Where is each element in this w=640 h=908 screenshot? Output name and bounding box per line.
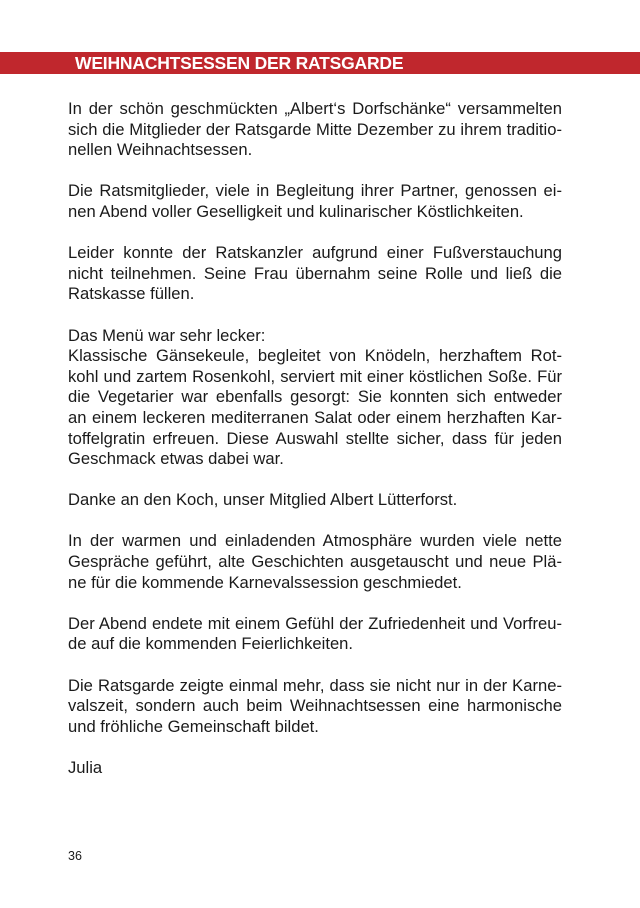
paragraph-thanks xyxy=(68,490,562,511)
paragraph-ending xyxy=(68,614,562,655)
paragraph-conclusion xyxy=(68,676,562,738)
text-line: ne für die kommende Karnevalssession geschmiedet. xyxy=(68,572,462,592)
paragraph-intro xyxy=(68,99,562,161)
paragraph-chancellor xyxy=(68,243,562,305)
paragraph-atmosphere xyxy=(68,531,562,593)
text-line: de auf die kommenden Feierlichkeiten. xyxy=(68,634,354,654)
title-banner xyxy=(0,52,640,74)
text-line: Klassische Gänsekeule, begleitet von Knödeln, herzhaftem Rot- xyxy=(68,346,562,366)
text-line: sich die Mitglieder der Ratsgarde Mitte Dezember zu ihrem traditio- xyxy=(68,119,562,139)
text-line: nicht teilnehmen. Seine Frau übernahm seine Rolle und ließ die xyxy=(68,263,562,283)
author-name: Julia xyxy=(68,758,103,777)
text-line: Ratskasse füllen. xyxy=(68,284,195,304)
text-line: In der warmen und einladenden Atmosphäre wurden viele nette xyxy=(68,531,562,551)
text-line: Der Abend endete mit einem Gefühl der Zufriedenheit und Vorfreu- xyxy=(68,613,562,633)
article-title: WEIHNACHTSESSEN DER RATSGARDE xyxy=(75,53,404,73)
page-number: 36 xyxy=(68,849,82,863)
paragraph-menu xyxy=(68,326,562,470)
author-signature xyxy=(68,758,562,779)
text-line: an einem leckeren mediterranen Salat oder einem herzhaften Kar- xyxy=(68,407,562,427)
text-line: und fröhliche Gemeinschaft bildet. xyxy=(68,716,319,736)
text-line: nen Abend voller Geselligkeit und kulinarischer Köstlichkeiten. xyxy=(68,201,524,221)
article-body xyxy=(68,99,562,799)
text-line: die Vegetarier war ebenfalls gesorgt: Sie konnten sich entweder xyxy=(68,387,562,407)
text-line: Gespräche geführt, alte Geschichten ausgetauscht und neue Plä- xyxy=(68,552,562,572)
text-line: Geschmack etwas dabei war. xyxy=(68,449,284,469)
text-line: Die Ratsmitglieder, viele in Begleitung ihrer Partner, genossen ei- xyxy=(68,181,562,201)
text-line: valszeit, sondern auch beim Weihnachtsessen eine harmonische xyxy=(68,696,562,716)
text-line: In der schön geschmückten „Albert‘s Dorfschänke“ versammelten xyxy=(68,99,562,118)
text-line: nellen Weihnachtsessen. xyxy=(68,140,253,160)
paragraph-members xyxy=(68,181,562,222)
text-line: Das Menü war sehr lecker: xyxy=(68,325,266,345)
text-line: Leider konnte der Ratskanzler aufgrund einer Fußverstauchung xyxy=(68,243,562,263)
text-line: kohl und zartem Rosenkohl, serviert mit einer köstlichen Soße. Für xyxy=(68,366,562,386)
text-line: Die Ratsgarde zeigte einmal mehr, dass sie nicht nur in der Karne- xyxy=(68,675,562,695)
text-line: Danke an den Koch, unser Mitglied Albert Lütterforst. xyxy=(68,490,458,510)
text-line: toffelgratin erfreuen. Diese Auswahl stellte sicher, dass für jeden xyxy=(68,428,562,448)
